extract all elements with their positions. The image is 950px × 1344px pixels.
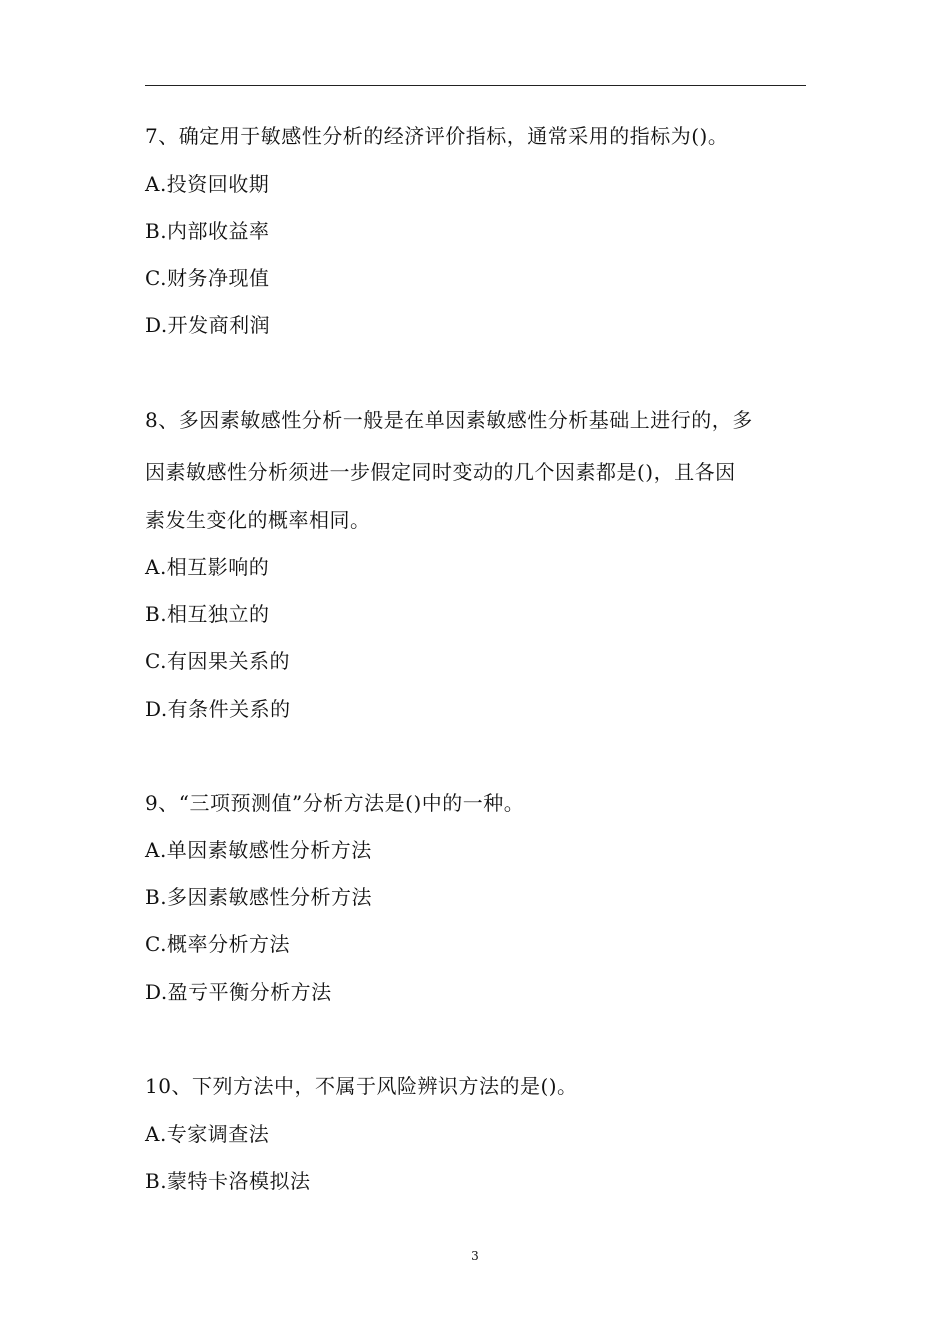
question-7-option-b: B.内部收益率	[145, 219, 270, 243]
question-9-option-b: B.多因素敏感性分析方法	[145, 885, 373, 909]
question-10-option-a: A.专家调查法	[145, 1122, 270, 1146]
question-8-option-b: B.相互独立的	[145, 602, 270, 626]
question-9-option-d: D.盈亏平衡分析方法	[145, 980, 332, 1004]
question-10-stem: 10、下列方法中，不属于风险辨识方法的是()。	[145, 1074, 578, 1098]
question-8-option-d: D.有条件关系的	[145, 697, 291, 721]
question-8-stem-line-3: 素发生变化的概率相同。	[145, 508, 371, 532]
question-7-option-a: A.投资回收期	[145, 172, 270, 196]
question-8-stem-line-2: 因素敏感性分析须进一步假定同时变动的几个因素都是()，且各因	[145, 460, 736, 484]
question-9-option-a: A.单因素敏感性分析方法	[145, 838, 372, 862]
question-9-stem: 9、“三项预测值”分析方法是()中的一种。	[145, 791, 525, 815]
header-rule	[145, 85, 806, 86]
question-10-option-b: B.蒙特卡洛模拟法	[145, 1169, 311, 1193]
question-9-option-c: C.概率分析方法	[145, 932, 290, 956]
question-8-option-c: C.有因果关系的	[145, 649, 290, 673]
page-number: 3	[471, 1249, 479, 1263]
question-8-option-a: A.相互影响的	[145, 555, 270, 579]
question-7-option-c: C.财务净现值	[145, 266, 270, 290]
question-7-stem: 7、确定用于敏感性分析的经济评价指标，通常采用的指标为()。	[145, 124, 729, 148]
question-7-option-d: D.开发商利润	[145, 313, 271, 337]
question-8-stem-line-1: 8、多因素敏感性分析一般是在单因素敏感性分析基础上进行的，多	[145, 408, 753, 432]
